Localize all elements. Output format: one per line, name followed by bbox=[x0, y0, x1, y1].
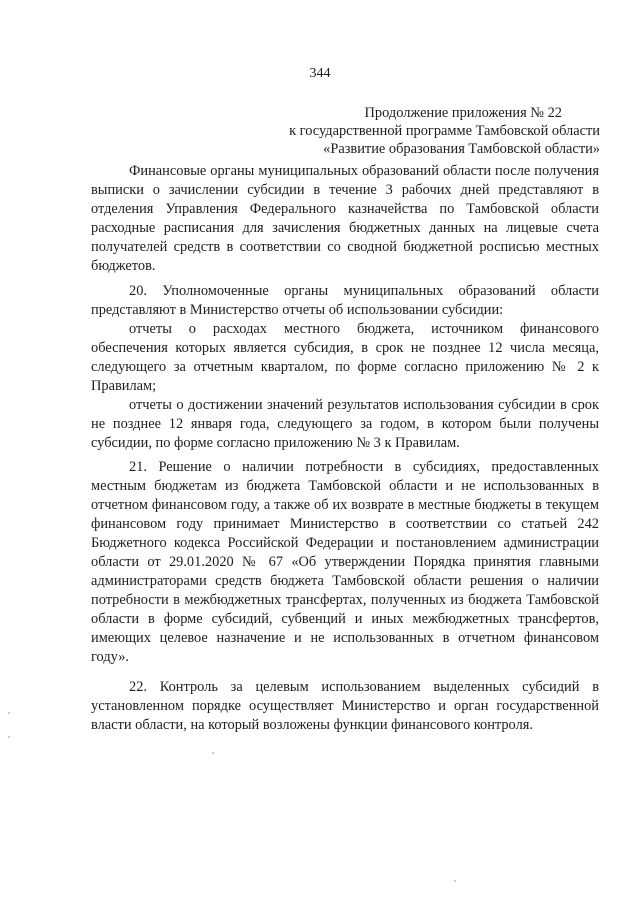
appendix-header-line-2: к государственной программе Тамбовской области bbox=[289, 123, 600, 139]
body-text bbox=[91, 162, 599, 735]
paragraph-20-expense-reports: отчеты о расходах местного бюджета, источником финансового обеспечения которых является субсидия, в срок не позднее 12 числа месяца, следующего за отчетным кварталом, по форме согласно приложению № 2 к Правилам; bbox=[91, 321, 599, 394]
paragraph-20: 20. Уполномоченные органы муниципальных образований области представляют в Министерство отчеты об использовании субсидии: bbox=[91, 283, 599, 318]
appendix-header-line-3: «Развитие образования Тамбовской области» bbox=[323, 141, 600, 157]
appendix-header-line-1: Продолжение приложения № 22 bbox=[364, 105, 562, 121]
scan-speck bbox=[8, 712, 10, 714]
scan-speck bbox=[212, 752, 214, 754]
paragraph-21: 21. Решение о наличии потребности в субсидиях, предоставленных местным бюджетам из бюджета Тамбовской области и не использованных в отчетном финансовом году, а также об их возврате в местные бюджеты в текущем финансовом году принимает Министерство в соответствии со статьей 242 Бюджетного кодекса Российской Федерации и постановлением администрации области от 29.01.2020 № 67 «Об утверждении Порядка принятия главными администраторами средств бюджета Тамбовской области решения о наличии потребности в межбюджетных трансфертах, полученных из бюджета Тамбовской области в форме субсидий, субвенций и иных межбюджетных трансфертов, имеющих целевое назначение и не использованных в отчетном финансовом году». bbox=[91, 459, 599, 665]
scan-speck bbox=[8, 736, 10, 738]
scan-speck bbox=[454, 880, 456, 882]
paragraph-22: 22. Контроль за целевым использованием выделенных субсидий в установленном порядке осуществляет Министерство и орган государственной власти области, на который возложены функции финансового контроля. bbox=[91, 679, 599, 733]
paragraph-20-result-reports: отчеты о достижении значений результатов использования субсидии в срок не позднее 12 января года, следующего за годом, в котором были получены субсидии, по форме согласно приложению № 3 к Правилам. bbox=[91, 397, 599, 451]
appendix-header bbox=[200, 104, 600, 158]
page-number: 344 bbox=[309, 66, 331, 81]
paragraph-financial-bodies: Финансовые органы муниципальных образований области после получения выписки о зачислении субсидии в течение 3 рабочих дней представляют в отделения Управления Федерального казначейства по Тамбовской области расходные расписания для зачисления бюджетных данных на лицевые счета получателей средств в соответствии со сводной бюджетной росписью местных бюджетов. bbox=[91, 163, 599, 274]
